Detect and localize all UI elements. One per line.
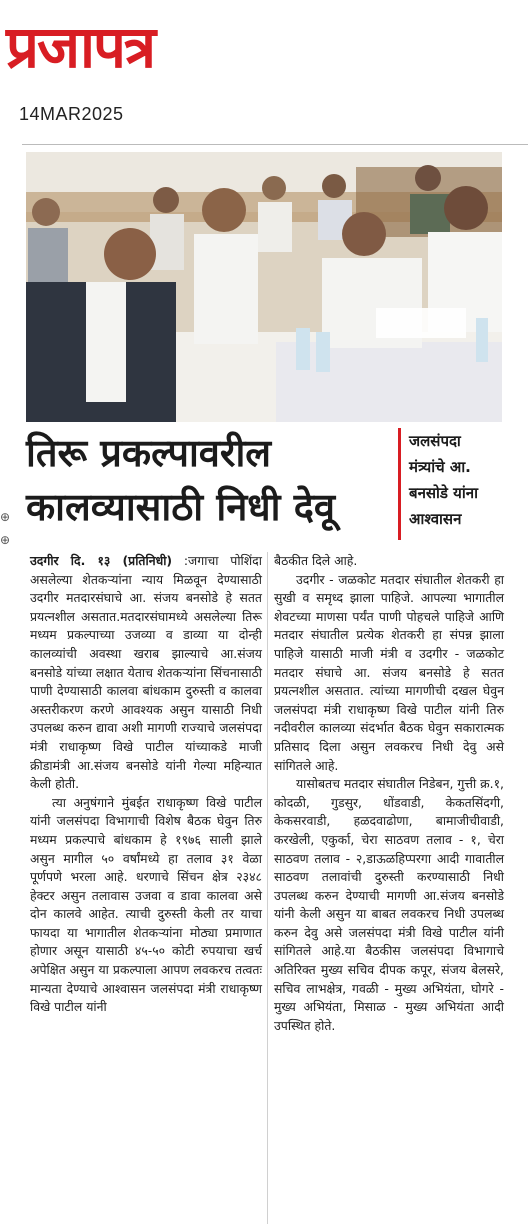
article-dateline: उदगीर दि. १३ (प्रतिनिधी) <box>30 553 173 568</box>
subheadline-line-1: जलसंपदा <box>409 432 461 450</box>
article-paragraph-5: यासोबतच मतदार संघातील निडेबन, गुत्ती क्र.१, कोदळी, गुडसुर, धोंडवाडी, केकतसिंदगी, केकसरवाडी, हळदवाढोणा, बामाजीचीवाडी, करखेली, एकुर्का, चेरा साठवण तलाव - १, चेरा साठवण तलाव - २,डाऊळहिप्परगा आदी गावातील साठवण तलावांची दुरुस्ती करण्यासाठी निधी उपलब्ध करुन देण्याची मागणी आ.संजय बनसोडे यांनी केली असुन या बाबत लवकरच निधी उपलब्ध करुन देवु असे जलसंपदा मंत्री विखे पाटील यांनी सांगितले आहे.या बैठकीस जलसंपदा विभागाचे अतिरिक्त मुख्य सचिव दीपक कपूर, संजय बेलसरे, सचिव लाभक्षेत्र, गवळी - मुख्य अभियंता, घोगरे - मुख्य अभियंता, मिसाळ - मुख्य अभियंता आदी उपस्थित होते. <box>274 776 504 1033</box>
article-paragraph-1: :जगाचा पोशिंदा असलेल्या शेतकऱ्यांना न्याय मिळवून देण्यासाठी उदगीर मतदारसंघाचे आ. संजय बनसोडे हे सतत प्रयत्नशील असतात.मतदारसंघामध्ये असलेल्या तिरू मध्यम प्रकल्पाच्या उजव्या व डाव्या या दोन्ही कालव्यांची अवस्था खराब झाल्याचे आ.संजय बनसोडे यांच्या लक्षात येताच शेतकऱ्यांना सिंचनासाठी पाणी देण्यासाठी कालवा बांधकाम दुरुस्ती व कालवा अस्तरीकरण करणे आवश्यक असुन यासाठी निधी उपलब्ध करुन द्यावा अशी मागणी राज्याचे जलसंपदा मंत्री राधाकृष्ण विखे पाटील यांच्याकडे माजी क्रीडामंत्री आ.संजय बनसोडे यांनी गेल्या महिन्यात केली होती. <box>30 553 262 792</box>
subheadline-line-4: आश्वासन <box>409 510 462 528</box>
masthead-title: प्रजापत्र <box>6 13 155 81</box>
headline-line-2: कालव्यासाठी निधी देवू <box>26 485 336 529</box>
clip-crosshair-icon: ⊕ <box>0 533 11 547</box>
article-paragraph-2: त्या अनुषंगाने मुंबईत राधाकृष्ण विखे पाटील यांनी जलसंपदा विभागाची विशेष बैठक घेवुन तिरु मध्यम प्रकल्पाचे बांधकाम हे १९७६ साली झाले असुन मागील ५० वर्षांमध्ये हा तलाव ३१ वेळा पूर्णपणे भरला आहे. धरणाचे सिंचन क्षेत्र २३४८ हेक्टर असुन तलावास उजवा व डावा कालवा असे दोन कालवे आहेत. त्याची दुरुस्ती केली तर याचा फायदा या भागातील शेतकऱ्यांना मोठ्या प्रमाणात होणार असून यासाठी ४५-५० कोटी रुपयाचा खर्च अपेक्षित असुन या प्रकल्पाला आपण लवकरच तत्वतः मान्यता देण्याचे आश्वासन जलसंपदा मंत्री राधाकृष्ण विखे पाटील यांनी <box>30 794 262 1015</box>
news-photo <box>26 152 502 422</box>
headline-line-1: तिरू प्रकल्पावरील <box>26 431 272 475</box>
meeting-photo-illustration <box>26 152 502 422</box>
article-paragraph-3: बैठकीत दिले आहे. <box>274 553 358 568</box>
subheadline-line-2: मंत्र्यांचे आ. <box>409 458 471 476</box>
article-paragraph <box>30 552 262 794</box>
clip-crosshair-icon: ⊕ <box>0 510 11 524</box>
article-paragraph-4: उदगीर - जळकोट मतदार संघातील शेतकरी हा सुखी व समृध्द झाला पाहिजे. आपल्या भागातील शेवटच्या माणसा पर्यंत पाणी पोहचले पाहिजे आणि मतदार संघातील प्रत्येक शेतकरी हा संपन्न झाला पाहिजे यासाठी माजी मंत्री व उदगीर - जळकोट मतदार संघाचे आ. संजय बनसोडे हे सतत प्रयत्नशील असतात. त्यांच्या मागणीची दखल घेवुन जलसंपदा मंत्री राधाकृष्ण विखे पाटील यांनी तिरु नदीवरील कालव्या संदर्भात बैठक घेवुन सकारात्मक प्रतिसाद दिला असुन लवकरच निधी देवु असे सांगितले आहे. <box>274 571 504 773</box>
subheadline-line-3: बनसोडे यांना <box>409 484 478 502</box>
article-column-right <box>274 552 504 1035</box>
headline <box>26 426 396 546</box>
top-divider <box>22 144 528 145</box>
article-column-left <box>30 552 262 1017</box>
subheadline <box>398 428 522 540</box>
masthead-logo <box>6 4 298 90</box>
column-divider <box>267 552 268 1224</box>
publication-date: 14MAR2025 <box>19 104 124 124</box>
